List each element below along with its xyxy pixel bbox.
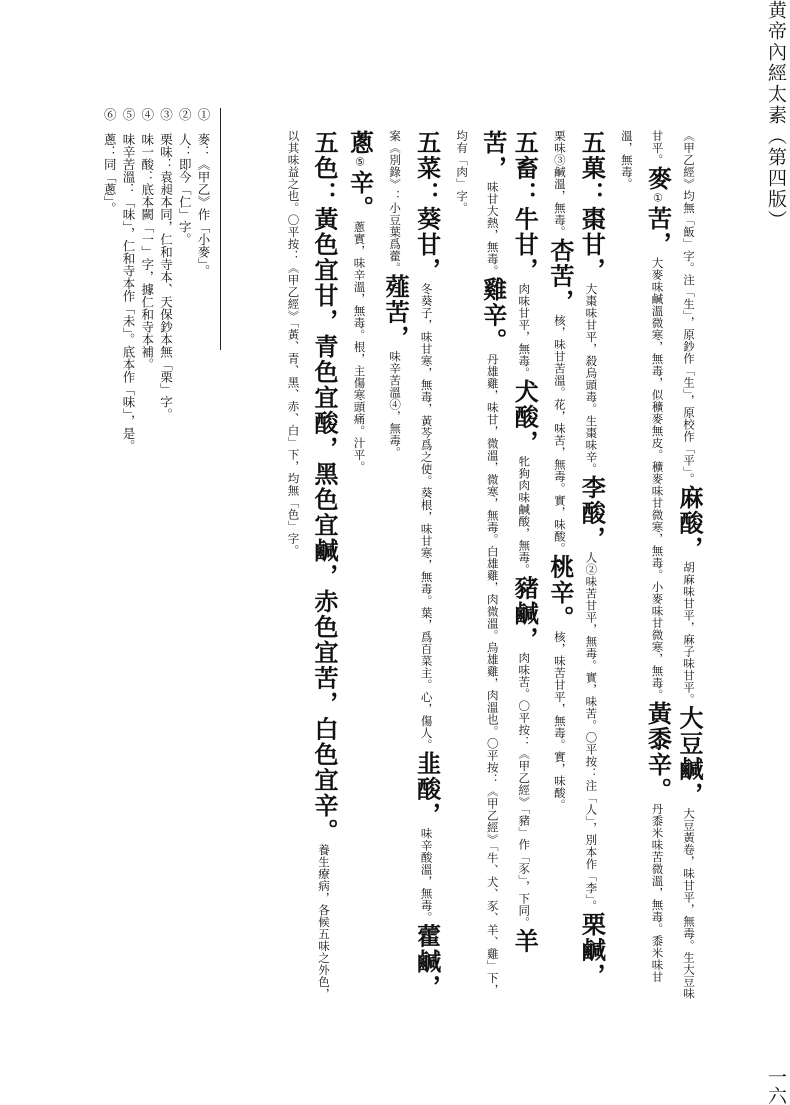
main-text-segment: 麻酸， — [675, 484, 704, 562]
commentary-text: 核，味甘苦溫。花，味苦，無毒。實，味酸。 — [552, 314, 567, 555]
commentary-text: 大豆黃卷，味甘平，無毒。生大豆味甘平。 — [650, 130, 696, 1000]
main-text-segment: 栗鹹， — [577, 912, 607, 989]
main-text-segment: 麥 — [643, 166, 673, 192]
main-text-segment: 辛。 — [345, 170, 375, 221]
commentary-text: 肉味甘平，無毒。 — [517, 283, 532, 379]
page-number: 一六 — [765, 1067, 787, 1105]
main-text-segment: 薤苦， — [381, 274, 411, 351]
main-text-segment: 大豆鹹， — [675, 705, 704, 808]
footnotes — [100, 108, 212, 1008]
footnote: ④ 味一酸：底本闕「一」字，據仁和寺本補。 — [139, 108, 155, 371]
commentary-text: 《甲乙經》均無「飯」字。注「生」，原鈔作「生」，原校作「平」。 — [682, 130, 696, 485]
commentary-text: 丹黍米味苦微溫，無毒。黍米味甘溫，無毒。 — [619, 130, 665, 983]
main-text-segment: 苦， — [643, 206, 673, 257]
commentary-text: 大麥味鹹溫微寒，無毒，似穬麥無皮。穬麥味甘微寒，無毒。小麥味甘微寒，無毒。 — [650, 257, 665, 701]
commentary-text: 大棗味甘平，殺烏頭毒。生棗味辛。 — [584, 283, 599, 475]
commentary-text: 味辛酸溫，無毒。 — [419, 827, 434, 924]
paragraph-five-colors — [278, 130, 340, 1000]
main-text-segment: 犬酸， — [510, 379, 540, 456]
commentary-text: 味辛苦溫④，無毒。 — [388, 350, 403, 459]
main-text-segment: 桃辛。 — [545, 554, 575, 631]
running-title: 黄帝內經太素（第四版） — [765, 0, 787, 231]
main-text-segment: 五菓：棗甘， — [577, 130, 607, 283]
paragraph-grains — [611, 130, 705, 1000]
commentary-text: 案《別錄》：小豆葉爲藿。 — [388, 130, 403, 274]
main-text-segment: 羊苦， — [478, 130, 540, 954]
footnote: ③ 栗味：袁昶本同，仁和寺本、天保鈔本無「栗」字。 — [158, 108, 174, 421]
paragraph-fruits — [544, 130, 607, 1000]
footnote-marker: ① — [651, 191, 665, 206]
main-text-segment: 韭酸， — [412, 751, 442, 828]
main-text-segment: 藿鹹， — [412, 923, 442, 1000]
commentary-text: 肉味苦。〇平按：《甲乙經》「豬」作「豕」，下同。 — [517, 652, 532, 929]
main-text-segment: 蔥 — [345, 130, 375, 156]
footnote: ② 人：即今「仁」字。 — [177, 108, 193, 246]
paragraph-onion — [344, 130, 376, 1000]
main-text-segment: 黃黍辛。 — [643, 701, 673, 803]
footnote-marker: ⑤ — [353, 155, 367, 170]
main-text-segment: 雞辛。 — [478, 277, 508, 354]
commentary-text: 牝狗肉味鹹酸，無毒。 — [517, 455, 532, 576]
commentary-text: 冬葵子，味甘寒，無毒，黃芩爲之使。葵根，味甘寒，無毒。葉，爲百菜主。心，傷人。 — [419, 283, 434, 751]
commentary-text: 蔥實，味辛溫，無毒。根，主傷寒頭痛。汁平。 — [352, 221, 367, 473]
footnote: ⑤ 味辛苦溫：「味」，仁和寺本作「未」。底本作「味」，是。 — [121, 108, 136, 452]
main-text-segment: 李酸， — [577, 475, 607, 552]
commentary-text: 核，味苦甘平，無毒。實，味酸。 — [552, 631, 567, 811]
commentary-text: 丹雄雞，味甘，微溫，微寒，無毒。白雄雞，肉微溫。烏雄雞，肉溫也。〇平按：《甲乙經》「牛、犬、豕、羊、雞」下，均有「肉」字。 — [455, 130, 500, 996]
main-text-segment: 五畜：牛甘， — [510, 130, 540, 283]
commentary-text: 栗味③鹹溫，無毒。 — [552, 130, 567, 238]
paragraph-vegetables — [380, 130, 443, 1000]
commentary-text: 養生療病，各候五味之外色，以其味益之也。〇平按：《甲乙經》「黃、青、黑、赤、白」下，均無「色」字。 — [286, 130, 331, 1000]
footnote: ① 麥：《甲乙》作「小麥」。 — [196, 108, 211, 277]
main-text-segment: 杏苦， — [545, 238, 575, 315]
main-text-body — [286, 130, 705, 1000]
footnote-divider — [220, 108, 221, 350]
main-text-segment: 五菜：葵甘， — [412, 130, 442, 283]
main-text-segment: 豬鹹， — [510, 575, 540, 652]
commentary-text: 胡麻味甘平，麻子味甘平。 — [682, 561, 696, 706]
footnote: ⑥ 蔥：同「蔥」。 — [102, 108, 118, 215]
commentary-text: 味甘大熱，無毒。 — [485, 181, 500, 277]
main-text-segment: 五色：黃色宜甘，青色宜酸，黑色宜鹹，赤色宜苦，白色宜辛。 — [309, 130, 339, 844]
commentary-text: 人②味苦甘平，無毒。實，味苦。〇平按：注「人」，別本作「李」。 — [584, 551, 599, 912]
paragraph-livestock — [447, 130, 541, 1000]
